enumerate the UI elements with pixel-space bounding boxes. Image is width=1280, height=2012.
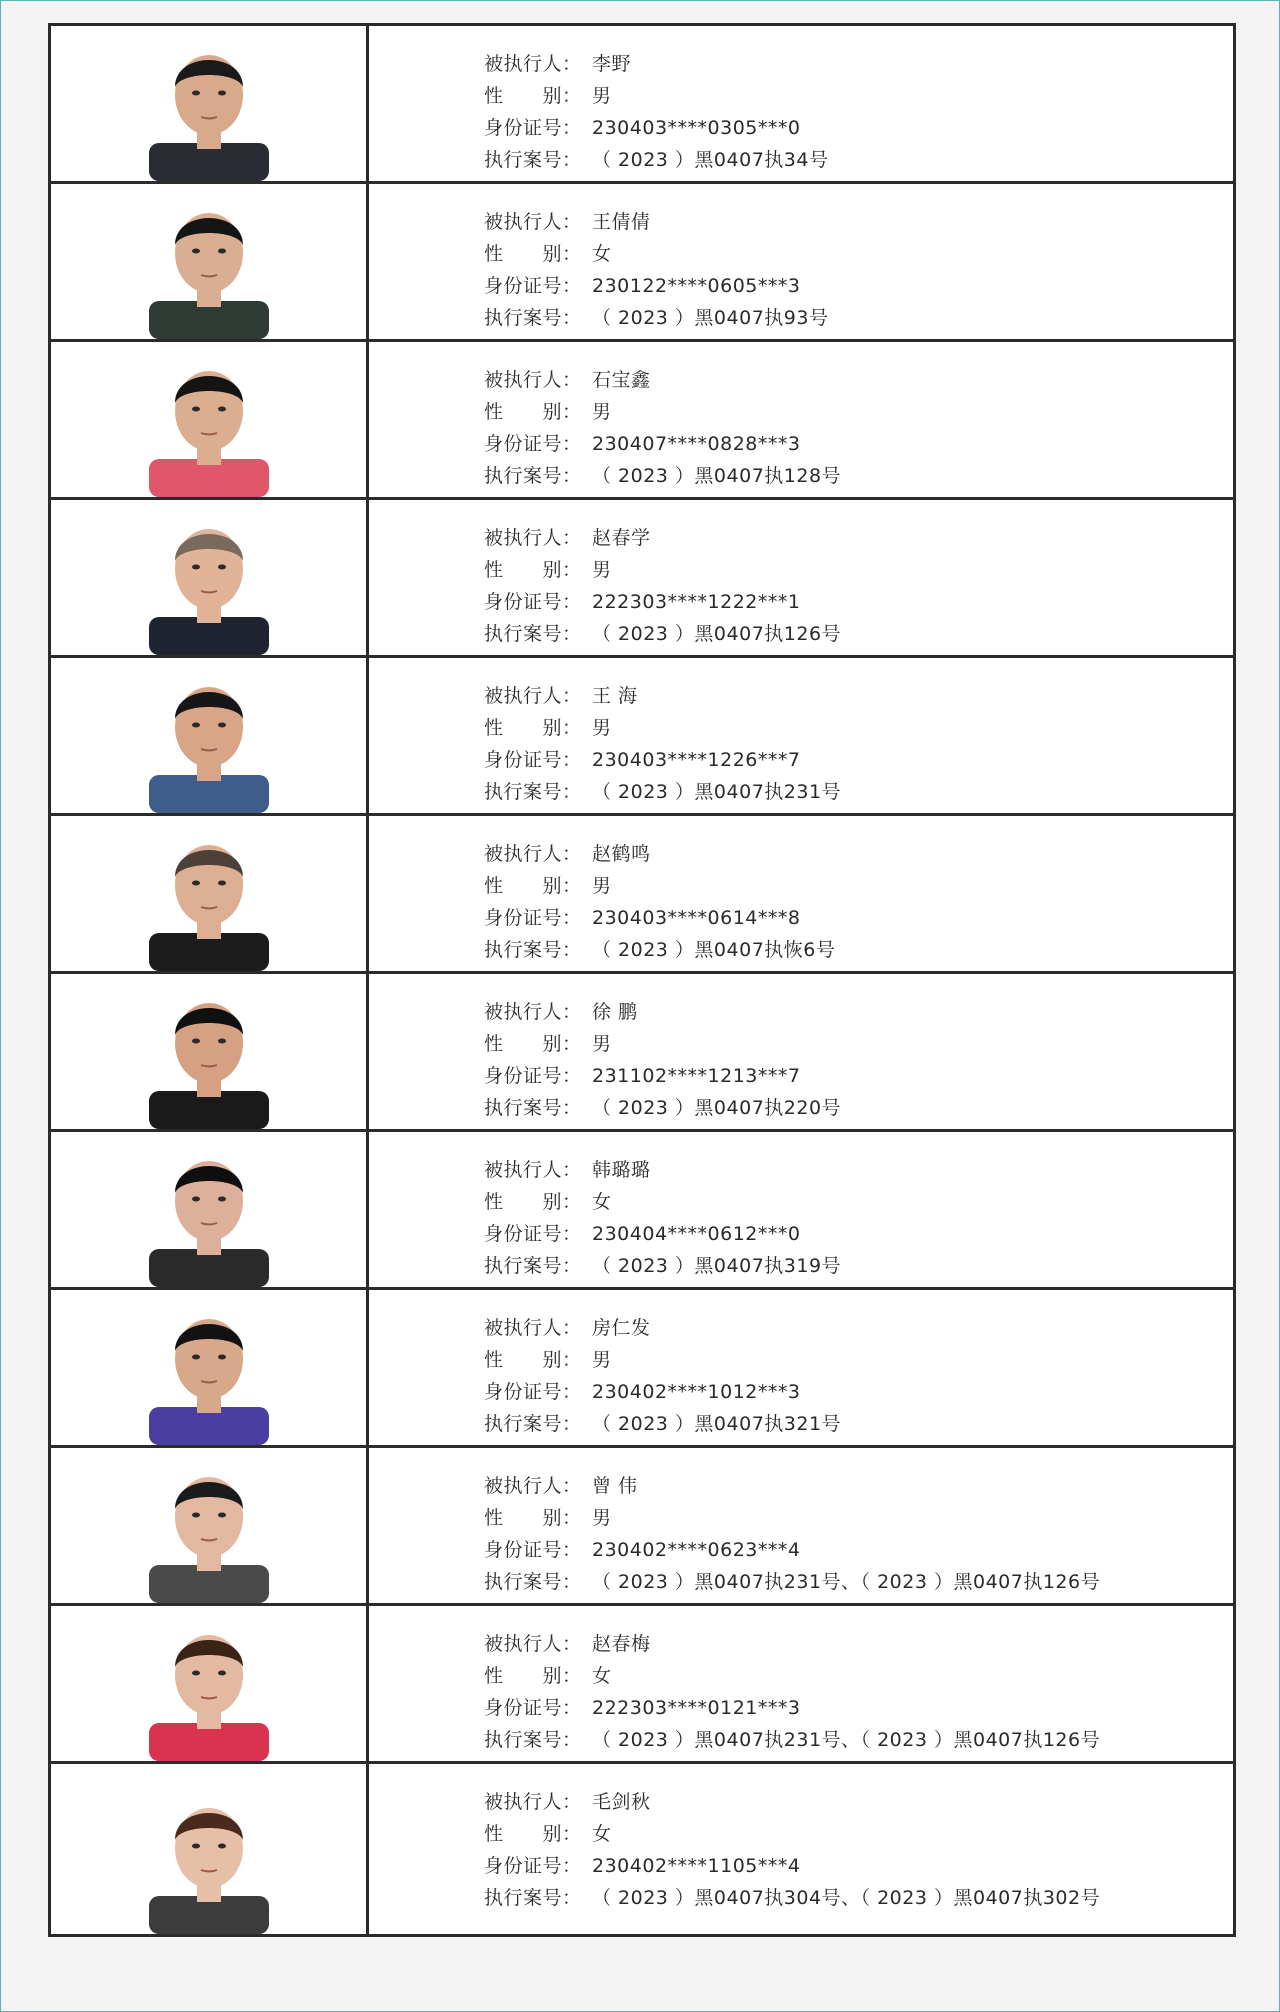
person-photo <box>145 347 273 497</box>
id-label: 身份证号： <box>484 1065 582 1087</box>
name-line <box>484 996 1233 1028</box>
table-row <box>51 1764 1233 1934</box>
gender-line <box>484 396 1233 428</box>
case-line <box>484 1250 1233 1282</box>
id-line <box>484 1218 1233 1250</box>
id-line <box>484 744 1233 776</box>
gender-label: 性 别： <box>484 1033 582 1055</box>
person-photo <box>145 1784 273 1934</box>
id-value: 231102****1213***7 <box>592 1065 801 1087</box>
gender-line <box>484 1344 1233 1376</box>
info-cell <box>369 500 1233 655</box>
id-label: 身份证号： <box>484 275 582 297</box>
name-line <box>484 1470 1233 1502</box>
info-cell <box>369 658 1233 813</box>
table-row <box>51 500 1233 658</box>
name-value: 徐 鹏 <box>592 1001 638 1023</box>
table-row <box>51 658 1233 816</box>
case-label: 执行案号： <box>484 939 582 961</box>
photo-cell <box>51 500 369 655</box>
case-value: （ 2023 ）黑0407执128号 <box>592 465 842 487</box>
case-label: 执行案号： <box>484 1571 582 1593</box>
case-line <box>484 1724 1233 1756</box>
person-photo <box>145 979 273 1129</box>
case-value: （ 2023 ）黑0407执304号、（ 2023 ）黑0407执302号 <box>592 1887 1101 1909</box>
gender-value: 男 <box>592 401 612 423</box>
info-cell <box>369 974 1233 1129</box>
gender-line <box>484 712 1233 744</box>
name-line <box>484 838 1233 870</box>
photo-cell <box>51 816 369 971</box>
name-value: 石宝鑫 <box>592 369 651 391</box>
case-label: 执行案号： <box>484 465 582 487</box>
case-value: （ 2023 ）黑0407执231号、（ 2023 ）黑0407执126号 <box>592 1729 1101 1751</box>
case-line <box>484 1092 1233 1124</box>
table-row <box>51 1132 1233 1290</box>
gender-line <box>484 1028 1233 1060</box>
case-line <box>484 934 1233 966</box>
name-value: 王倩倩 <box>592 211 651 233</box>
photo-cell <box>51 1448 369 1603</box>
table-row <box>51 1448 1233 1606</box>
name-value: 赵春梅 <box>592 1633 651 1655</box>
person-photo <box>145 31 273 181</box>
case-label: 执行案号： <box>484 307 582 329</box>
id-label: 身份证号： <box>484 749 582 771</box>
id-line <box>484 1376 1233 1408</box>
id-label: 身份证号： <box>484 1381 582 1403</box>
name-value: 王 海 <box>592 685 638 707</box>
name-label: 被执行人： <box>484 1791 582 1813</box>
photo-cell <box>51 1132 369 1287</box>
info-cell <box>369 1764 1233 1934</box>
info-cell <box>369 1132 1233 1287</box>
name-label: 被执行人： <box>484 1475 582 1497</box>
table-row <box>51 1606 1233 1764</box>
name-value: 毛剑秋 <box>592 1791 651 1813</box>
case-label: 执行案号： <box>484 1729 582 1751</box>
gender-label: 性 别： <box>484 559 582 581</box>
gender-value: 男 <box>592 1349 612 1371</box>
table-row <box>51 974 1233 1132</box>
person-photo <box>145 1611 273 1761</box>
case-label: 执行案号： <box>484 1887 582 1909</box>
id-label: 身份证号： <box>484 1539 582 1561</box>
gender-value: 男 <box>592 717 612 739</box>
debtor-table <box>48 23 1236 1937</box>
id-value: 230403****0614***8 <box>592 907 801 929</box>
id-value: 230122****0605***3 <box>592 275 801 297</box>
case-label: 执行案号： <box>484 781 582 803</box>
name-line <box>484 1154 1233 1186</box>
case-value: （ 2023 ）黑0407执恢6号 <box>592 939 836 961</box>
photo-cell <box>51 658 369 813</box>
name-value: 赵春学 <box>592 527 651 549</box>
case-line <box>484 776 1233 808</box>
gender-line <box>484 1502 1233 1534</box>
name-line <box>484 364 1233 396</box>
case-line <box>484 1882 1233 1914</box>
id-value: 230407****0828***3 <box>592 433 801 455</box>
id-value: 222303****1222***1 <box>592 591 801 613</box>
id-value: 230404****0612***0 <box>592 1223 801 1245</box>
gender-line <box>484 870 1233 902</box>
id-value: 230402****0623***4 <box>592 1539 801 1561</box>
id-label: 身份证号： <box>484 907 582 929</box>
gender-value: 女 <box>592 1191 612 1213</box>
name-label: 被执行人： <box>484 53 582 75</box>
id-value: 222303****0121***3 <box>592 1697 801 1719</box>
gender-label: 性 别： <box>484 1349 582 1371</box>
gender-line <box>484 554 1233 586</box>
gender-value: 男 <box>592 85 612 107</box>
person-photo <box>145 1295 273 1445</box>
case-label: 执行案号： <box>484 149 582 171</box>
table-row <box>51 1290 1233 1448</box>
gender-line <box>484 1186 1233 1218</box>
name-label: 被执行人： <box>484 685 582 707</box>
id-label: 身份证号： <box>484 591 582 613</box>
photo-cell <box>51 974 369 1129</box>
name-label: 被执行人： <box>484 369 582 391</box>
name-label: 被执行人： <box>484 211 582 233</box>
id-value: 230403****1226***7 <box>592 749 801 771</box>
gender-value: 男 <box>592 1033 612 1055</box>
case-value: （ 2023 ）黑0407执220号 <box>592 1097 842 1119</box>
gender-line <box>484 1818 1233 1850</box>
id-value: 230403****0305***0 <box>592 117 801 139</box>
info-cell <box>369 1606 1233 1761</box>
name-value: 赵鹤鸣 <box>592 843 651 865</box>
name-line <box>484 1312 1233 1344</box>
photo-cell <box>51 1764 369 1934</box>
case-value: （ 2023 ）黑0407执93号 <box>592 307 829 329</box>
case-label: 执行案号： <box>484 1097 582 1119</box>
case-line <box>484 1566 1233 1598</box>
id-line <box>484 270 1233 302</box>
case-label: 执行案号： <box>484 1413 582 1435</box>
gender-label: 性 别： <box>484 1191 582 1213</box>
gender-label: 性 别： <box>484 85 582 107</box>
gender-label: 性 别： <box>484 1823 582 1845</box>
id-value: 230402****1105***4 <box>592 1855 801 1877</box>
id-line <box>484 1060 1233 1092</box>
photo-cell <box>51 26 369 181</box>
person-photo <box>145 505 273 655</box>
name-label: 被执行人： <box>484 843 582 865</box>
photo-cell <box>51 184 369 339</box>
case-line <box>484 1408 1233 1440</box>
case-line <box>484 460 1233 492</box>
info-cell <box>369 26 1233 181</box>
name-value: 韩璐璐 <box>592 1159 651 1181</box>
photo-cell <box>51 1290 369 1445</box>
table-row <box>51 26 1233 184</box>
gender-label: 性 别： <box>484 1665 582 1687</box>
person-photo <box>145 663 273 813</box>
person-photo <box>145 1453 273 1603</box>
id-line <box>484 1850 1233 1882</box>
name-line <box>484 1628 1233 1660</box>
case-line <box>484 302 1233 334</box>
info-cell <box>369 1448 1233 1603</box>
info-cell <box>369 816 1233 971</box>
gender-value: 男 <box>592 875 612 897</box>
person-photo <box>145 1137 273 1287</box>
case-value: （ 2023 ）黑0407执321号 <box>592 1413 842 1435</box>
name-line <box>484 680 1233 712</box>
id-line <box>484 428 1233 460</box>
case-value: （ 2023 ）黑0407执231号、（ 2023 ）黑0407执126号 <box>592 1571 1101 1593</box>
id-label: 身份证号： <box>484 1855 582 1877</box>
gender-label: 性 别： <box>484 717 582 739</box>
gender-line <box>484 1660 1233 1692</box>
gender-line <box>484 80 1233 112</box>
id-line <box>484 1692 1233 1724</box>
name-value: 曾 伟 <box>592 1475 638 1497</box>
name-label: 被执行人： <box>484 1633 582 1655</box>
case-value: （ 2023 ）黑0407执34号 <box>592 149 829 171</box>
id-value: 230402****1012***3 <box>592 1381 801 1403</box>
id-label: 身份证号： <box>484 1697 582 1719</box>
gender-value: 女 <box>592 1665 612 1687</box>
gender-value: 男 <box>592 1507 612 1529</box>
gender-value: 女 <box>592 1823 612 1845</box>
name-label: 被执行人： <box>484 1001 582 1023</box>
photo-cell <box>51 1606 369 1761</box>
id-label: 身份证号： <box>484 433 582 455</box>
case-line <box>484 144 1233 176</box>
case-value: （ 2023 ）黑0407执231号 <box>592 781 842 803</box>
name-label: 被执行人： <box>484 1317 582 1339</box>
id-label: 身份证号： <box>484 117 582 139</box>
gender-value: 女 <box>592 243 612 265</box>
name-value: 房仁发 <box>592 1317 651 1339</box>
name-line <box>484 48 1233 80</box>
id-line <box>484 1534 1233 1566</box>
case-label: 执行案号： <box>484 1255 582 1277</box>
person-photo <box>145 821 273 971</box>
gender-label: 性 别： <box>484 875 582 897</box>
table-row <box>51 816 1233 974</box>
id-label: 身份证号： <box>484 1223 582 1245</box>
id-line <box>484 902 1233 934</box>
name-line <box>484 206 1233 238</box>
gender-line <box>484 238 1233 270</box>
gender-value: 男 <box>592 559 612 581</box>
person-photo <box>145 189 273 339</box>
name-label: 被执行人： <box>484 527 582 549</box>
case-label: 执行案号： <box>484 623 582 645</box>
case-value: （ 2023 ）黑0407执126号 <box>592 623 842 645</box>
case-line <box>484 618 1233 650</box>
name-value: 李野 <box>592 53 632 75</box>
info-cell <box>369 1290 1233 1445</box>
name-line <box>484 1786 1233 1818</box>
id-line <box>484 586 1233 618</box>
info-cell <box>369 184 1233 339</box>
photo-cell <box>51 342 369 497</box>
info-cell <box>369 342 1233 497</box>
gender-label: 性 别： <box>484 401 582 423</box>
name-label: 被执行人： <box>484 1159 582 1181</box>
name-line <box>484 522 1233 554</box>
gender-label: 性 别： <box>484 243 582 265</box>
case-value: （ 2023 ）黑0407执319号 <box>592 1255 842 1277</box>
table-row <box>51 184 1233 342</box>
id-line <box>484 112 1233 144</box>
gender-label: 性 别： <box>484 1507 582 1529</box>
table-row <box>51 342 1233 500</box>
